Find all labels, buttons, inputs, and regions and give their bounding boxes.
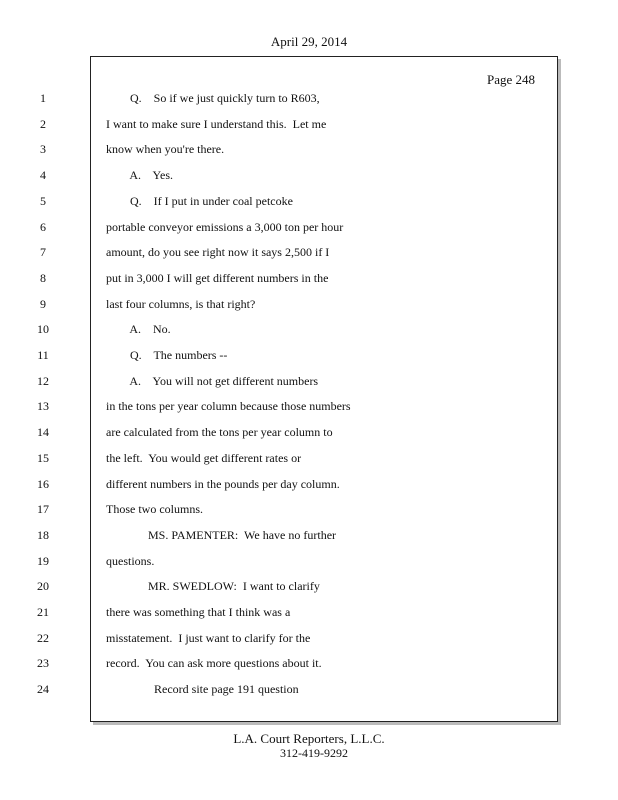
transcript-line: different numbers in the pounds per day column.: [106, 476, 340, 491]
transcript-line: put in 3,000 I will get different numbers in the: [106, 270, 329, 285]
transcript-line: Q. The numbers --: [106, 348, 228, 362]
line-number: 22: [37, 630, 49, 645]
line-number: 16: [37, 476, 49, 491]
transcript-line: there was something that I think was a: [106, 605, 291, 619]
line-number: 21: [37, 605, 49, 619]
transcript-line: amount, do you see right now it says 2,500 if I: [106, 245, 330, 260]
transcript-line: A. You will not get different numbers: [106, 373, 319, 388]
transcript-line: MS. PAMENTER: We have no further: [106, 527, 337, 542]
line-number: 3: [40, 142, 46, 157]
transcript-line: the left. You would get different rates or: [106, 450, 302, 465]
transcript-line: misstatement. I just want to clarify for the: [106, 630, 311, 645]
line-number: 9: [40, 296, 46, 311]
transcript-line: Those two columns.: [106, 502, 203, 517]
footer-phone: 312-419-9292: [280, 746, 348, 760]
line-number: 13: [37, 399, 49, 414]
transcript-line: Q. So if we just quickly turn to R603,: [106, 91, 320, 105]
line-number: 4: [40, 168, 46, 183]
line-number: 15: [37, 450, 49, 465]
transcript-line: questions.: [106, 553, 155, 568]
transcript-line: are calculated from the tons per year column to: [106, 425, 333, 440]
transcript-line: know when you're there.: [106, 142, 225, 157]
line-number: 2: [40, 116, 46, 131]
line-number: 1: [40, 91, 46, 105]
transcript-line: A. No.: [106, 322, 171, 337]
line-number: 7: [40, 245, 46, 260]
transcript-line: in the tons per year column because those numbers: [106, 399, 351, 414]
transcript-line: Record site page 191 question: [106, 682, 299, 697]
line-number: 10: [37, 322, 49, 337]
transcript-line: record. You can ask more questions about it.: [106, 656, 322, 671]
transcript-line: I want to make sure I understand this. Let me: [106, 116, 327, 131]
transcript-line: portable conveyor emissions a 3,000 ton per hour: [106, 219, 344, 234]
header-date: April 29, 2014: [270, 34, 348, 49]
line-number: 23: [37, 656, 49, 671]
footer-company: L.A. Court Reporters, L.L.C.: [233, 731, 385, 746]
line-number: 6: [40, 219, 46, 234]
line-number: 8: [40, 270, 46, 285]
line-number: 20: [37, 579, 49, 594]
line-number: 12: [37, 373, 49, 388]
line-number: 19: [37, 553, 49, 568]
line-number: 14: [37, 425, 49, 440]
line-number: 17: [37, 502, 49, 517]
transcript-line: Q. If I put in under coal petcoke: [106, 193, 293, 208]
line-number: 5: [40, 193, 46, 208]
page-number: Page 248: [486, 72, 535, 87]
line-number: 24: [37, 682, 49, 697]
line-number: 18: [37, 527, 49, 542]
transcript-line: last four columns, is that right?: [106, 296, 256, 311]
transcript-line: MR. SWEDLOW: I want to clarify: [106, 579, 320, 594]
line-number: 11: [37, 348, 49, 362]
transcript-line: A. Yes.: [106, 168, 174, 183]
